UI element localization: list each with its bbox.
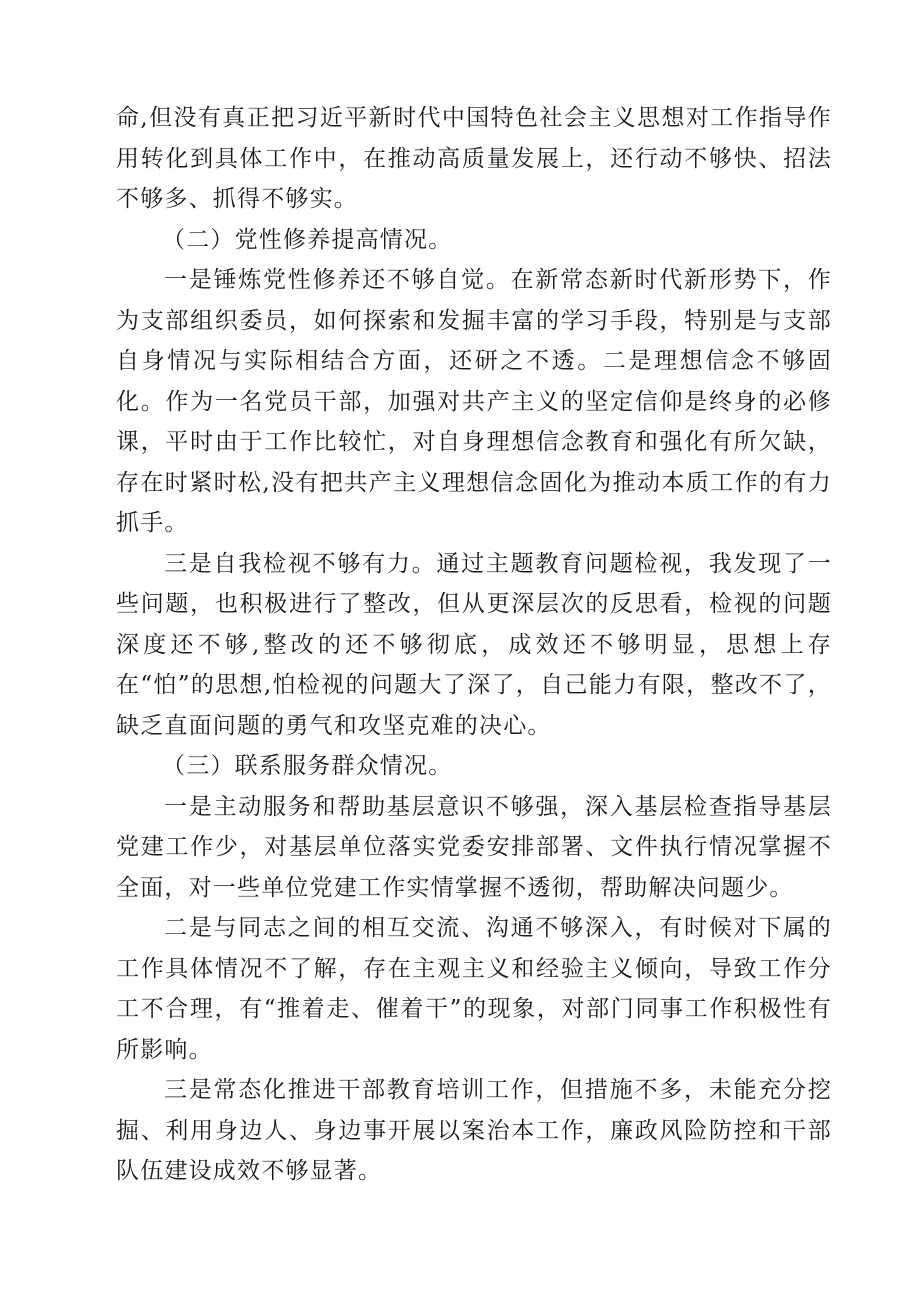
paragraph-party-spirit-2: 三是自我检视不够有力。通过主题教育问题检视，我发现了一些问题，也积极进行了整改，但从更深层次的反思看，检视的问题深度还不够,整改的还不够彻底，成效还不够明显，思想上存在“怕”的思想,怕检视的问题大了深了，自己能力有限，整改不了，缺乏直面问题的勇气和攻坚克难的决心。	[116, 550, 832, 739]
section-heading-serving-masses: （三）联系服务群众情况。	[162, 753, 453, 779]
paragraph-serving-masses-2: 二是与同志之间的相互交流、沟通不够深入，有时候对下属的工作具体情况不了解，存在主观主义和经验主义倾向，导致工作分工不合理，有“推着走、催着干”的现象，对部门同事工作积极性有所影响。	[116, 915, 832, 1063]
section-heading-party-spirit: （二）党性修养提高情况。	[162, 226, 453, 253]
paragraph-serving-masses-1: 一是主动服务和帮助基层意识不够强，深入基层检查指导基层党建工作少，对基层单位落实党委安排部署、文件执行情况掌握不全面，对一些单位党建工作实情掌握不透彻，帮助解决问题少。	[116, 793, 832, 901]
paragraph-continuation: 命,但没有真正把习近平新时代中国特色社会主义思想对工作指导作用转化到具体工作中，在推动高质量发展上，还行动不够快、招法不够多、抓得不够实。	[116, 105, 832, 212]
paragraph-serving-masses-3: 三是常态化推进干部教育培训工作，但措施不多，未能充分挖掘、利用身边人、身边事开展以案治本工作，廉政风险防控和干部队伍建设成效不够显著。	[116, 1077, 832, 1184]
document-body	[116, 98, 832, 1192]
paragraph-party-spirit-1: 一是锤炼党性修养还不够自觉。在新常态新时代新形势下，作为支部组织委员，如何探索和发掘丰富的学习手段，特别是与支部自身情况与实际相结合方面，还研之不透。二是理想信念不够固化。作为一名党员干部，加强对共产主义的坚定信仰是终身的必修课，平时由于工作比较忙，对自身理想信念教育和强化有所欠缺，存在时紧时松,没有把共产主义理想信念固化为推动本质工作的有力抓手。	[116, 267, 832, 536]
